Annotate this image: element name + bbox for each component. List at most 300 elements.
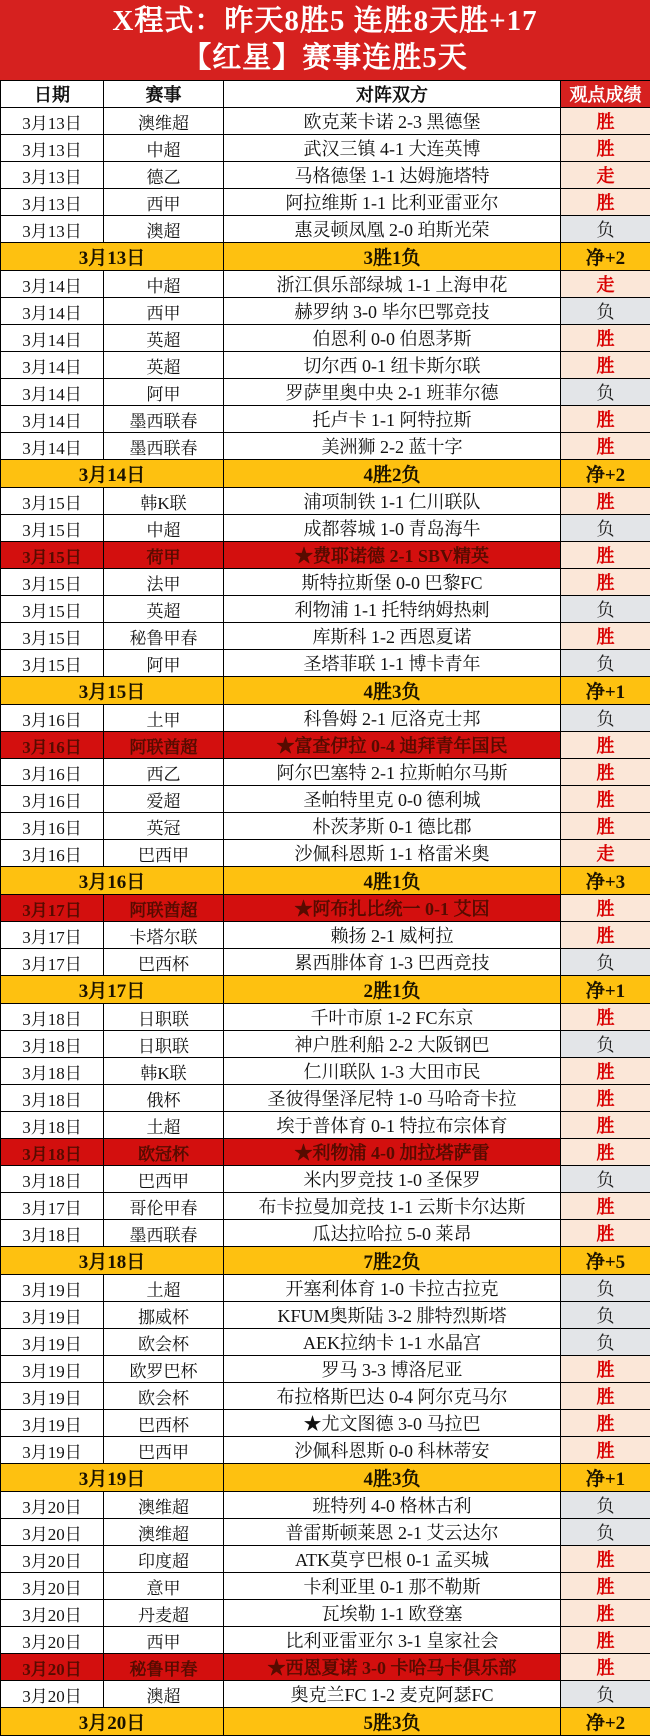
match-cell: 斯特拉斯堡 0-0 巴黎FC [224, 569, 561, 596]
league-cell: 英超 [104, 325, 224, 352]
table-row [1, 1519, 650, 1546]
match-cell: ★阿布扎比统一 0-1 艾因 [224, 895, 561, 922]
date-cell: 3月19日 [1, 1275, 104, 1302]
match-cell: 切尔西 0-1 纽卡斯尔联 [224, 352, 561, 379]
match-cell: 瓜达拉哈拉 5-0 莱昂 [224, 1220, 561, 1247]
league-cell: 德乙 [104, 162, 224, 189]
match-cell: 美洲狮 2-2 蓝十字 [224, 433, 561, 460]
result-cell: 胜 [561, 325, 650, 352]
result-cell: 负 [561, 1519, 650, 1546]
table-row [1, 216, 650, 243]
match-cell: 瓦埃勒 1-1 欧登塞 [224, 1600, 561, 1627]
result-cell: 负 [561, 379, 650, 406]
date-cell: 3月19日 [1, 1410, 104, 1437]
table-row [1, 1193, 650, 1220]
league-cell: 巴西杯 [104, 1410, 224, 1437]
summary-record-cell: 4胜3负 [224, 677, 561, 705]
date-cell: 3月13日 [1, 216, 104, 243]
table-row [1, 1573, 650, 1600]
date-cell: 3月18日 [1, 1112, 104, 1139]
date-cell: 3月13日 [1, 135, 104, 162]
date-cell: 3月15日 [1, 623, 104, 650]
table-row [1, 515, 650, 542]
summary-net-cell: 净+2 [561, 243, 650, 271]
result-cell: 负 [561, 1492, 650, 1519]
result-cell: 胜 [561, 813, 650, 840]
match-cell: ★利物浦 4-0 加拉塔萨雷 [224, 1139, 561, 1166]
date-cell: 3月13日 [1, 162, 104, 189]
result-cell: 胜 [561, 922, 650, 949]
table-row [1, 1492, 650, 1519]
daily-summary-row [1, 460, 650, 488]
result-cell: 胜 [561, 1654, 650, 1681]
result-cell: 负 [561, 1166, 650, 1193]
result-cell: 胜 [561, 1437, 650, 1464]
table-row [1, 623, 650, 650]
date-cell: 3月14日 [1, 325, 104, 352]
table-row [1, 379, 650, 406]
table-row-star-pick [1, 1139, 650, 1166]
league-cell: 西乙 [104, 759, 224, 786]
result-cell: 负 [561, 1031, 650, 1058]
result-cell: 胜 [561, 732, 650, 759]
result-cell: 胜 [561, 1004, 650, 1031]
summary-date-cell: 3月19日 [1, 1464, 224, 1492]
table-row [1, 949, 650, 976]
table-row [1, 1410, 650, 1437]
result-cell: 胜 [561, 759, 650, 786]
result-cell: 胜 [561, 488, 650, 515]
league-cell: 中超 [104, 271, 224, 298]
summary-net-cell: 净+3 [561, 867, 650, 895]
table-row [1, 352, 650, 379]
league-cell: 日职联 [104, 1031, 224, 1058]
league-cell: 英超 [104, 596, 224, 623]
date-cell: 3月15日 [1, 650, 104, 677]
date-cell: 3月17日 [1, 1193, 104, 1220]
match-cell: 埃于普体育 0-1 特拉布宗体育 [224, 1112, 561, 1139]
result-cell: 胜 [561, 1627, 650, 1654]
summary-net-cell: 净+1 [561, 976, 650, 1004]
match-cell: 利物浦 1-1 托特纳姆热刺 [224, 596, 561, 623]
table-row [1, 922, 650, 949]
match-cell: 马格德堡 1-1 达姆施塔特 [224, 162, 561, 189]
result-cell: 胜 [561, 1600, 650, 1627]
league-cell: 澳超 [104, 1681, 224, 1708]
date-cell: 3月14日 [1, 379, 104, 406]
summary-record-cell: 2胜1负 [224, 976, 561, 1004]
match-cell: 沙佩科恩斯 0-0 科林蒂安 [224, 1437, 561, 1464]
table-row [1, 1546, 650, 1573]
table-row [1, 650, 650, 677]
table-row [1, 705, 650, 732]
league-cell: 欧罗巴杯 [104, 1356, 224, 1383]
table-row [1, 1275, 650, 1302]
table-row [1, 135, 650, 162]
date-cell: 3月16日 [1, 759, 104, 786]
summary-net-cell: 净+1 [561, 1464, 650, 1492]
result-cell: 负 [561, 1329, 650, 1356]
date-cell: 3月20日 [1, 1492, 104, 1519]
result-cell: 胜 [561, 1383, 650, 1410]
table-row [1, 1681, 650, 1708]
result-cell: 胜 [561, 569, 650, 596]
table-row [1, 1085, 650, 1112]
league-cell: 法甲 [104, 569, 224, 596]
match-cell: 布卡拉曼加竞技 1-1 云斯卡尔达斯 [224, 1193, 561, 1220]
match-cell: 仁川联队 1-3 大田市民 [224, 1058, 561, 1085]
table-row [1, 1004, 650, 1031]
date-cell: 3月13日 [1, 108, 104, 135]
league-cell: 澳维超 [104, 1492, 224, 1519]
date-cell: 3月14日 [1, 271, 104, 298]
result-cell: 胜 [561, 1139, 650, 1166]
league-cell: 欧冠杯 [104, 1139, 224, 1166]
match-cell: 阿拉维斯 1-1 比利亚雷亚尔 [224, 189, 561, 216]
daily-summary-row [1, 867, 650, 895]
result-cell: 胜 [561, 895, 650, 922]
match-cell: 布拉格斯巴达 0-4 阿尔克马尔 [224, 1383, 561, 1410]
table-row-star-pick [1, 542, 650, 569]
summary-record-cell: 4胜1负 [224, 867, 561, 895]
league-cell: 墨西联春 [104, 433, 224, 460]
results-table [0, 80, 650, 1736]
date-cell: 3月15日 [1, 488, 104, 515]
table-row [1, 162, 650, 189]
result-cell: 走 [561, 271, 650, 298]
table-row [1, 189, 650, 216]
column-header-match: 对阵双方 [224, 81, 561, 108]
date-cell: 3月20日 [1, 1600, 104, 1627]
league-cell: 巴西甲 [104, 1166, 224, 1193]
result-cell: 胜 [561, 1085, 650, 1112]
league-cell: 澳维超 [104, 1519, 224, 1546]
result-cell: 胜 [561, 1112, 650, 1139]
league-cell: 中超 [104, 515, 224, 542]
date-cell: 3月20日 [1, 1519, 104, 1546]
league-cell: 巴西杯 [104, 949, 224, 976]
match-cell: 普雷斯顿莱恩 2-1 艾云达尔 [224, 1519, 561, 1546]
summary-date-cell: 3月14日 [1, 460, 224, 488]
match-cell: 成都蓉城 1-0 青岛海牛 [224, 515, 561, 542]
result-cell: 胜 [561, 1573, 650, 1600]
header-title-line1: X程式：昨天8胜5 连胜8天胜+17 [112, 3, 537, 40]
table-row [1, 1356, 650, 1383]
match-cell: 惠灵顿凤凰 2-0 珀斯光荣 [224, 216, 561, 243]
table-row [1, 1112, 650, 1139]
league-cell: 欧会杯 [104, 1329, 224, 1356]
league-cell: 挪威杯 [104, 1302, 224, 1329]
date-cell: 3月18日 [1, 1220, 104, 1247]
date-cell: 3月18日 [1, 1139, 104, 1166]
league-cell: 阿联酋超 [104, 895, 224, 922]
date-cell: 3月14日 [1, 352, 104, 379]
match-cell: ★费耶诺德 2-1 SBV精英 [224, 542, 561, 569]
result-cell: 负 [561, 705, 650, 732]
match-cell: 卡利亚里 0-1 那不勒斯 [224, 1573, 561, 1600]
table-header-row [1, 81, 650, 108]
result-cell: 走 [561, 840, 650, 867]
table-row [1, 433, 650, 460]
match-cell: 阿尔巴塞特 2-1 拉斯帕尔马斯 [224, 759, 561, 786]
match-cell: 朴茨茅斯 0-1 德比郡 [224, 813, 561, 840]
date-cell: 3月14日 [1, 406, 104, 433]
daily-summary-row [1, 1708, 650, 1736]
result-cell: 负 [561, 1681, 650, 1708]
summary-record-cell: 5胜3负 [224, 1708, 561, 1736]
table-row-star-pick [1, 732, 650, 759]
result-cell: 胜 [561, 1410, 650, 1437]
summary-record-cell: 7胜2负 [224, 1247, 561, 1275]
date-cell: 3月19日 [1, 1356, 104, 1383]
date-cell: 3月18日 [1, 1085, 104, 1112]
result-cell: 负 [561, 650, 650, 677]
league-cell: 西甲 [104, 1627, 224, 1654]
match-cell: 圣帕特里克 0-0 德利城 [224, 786, 561, 813]
match-cell: 赫罗纳 3-0 毕尔巴鄂竞技 [224, 298, 561, 325]
date-cell: 3月20日 [1, 1654, 104, 1681]
match-cell: 比利亚雷亚尔 3-1 皇家社会 [224, 1627, 561, 1654]
summary-net-cell: 净+2 [561, 1708, 650, 1736]
summary-date-cell: 3月17日 [1, 976, 224, 1004]
league-cell: 土超 [104, 1112, 224, 1139]
league-cell: 意甲 [104, 1573, 224, 1600]
result-cell: 负 [561, 515, 650, 542]
table-row [1, 108, 650, 135]
daily-summary-row [1, 1247, 650, 1275]
header-title-line2: 【红星】赛事连胜5天 [182, 40, 468, 77]
table-row [1, 840, 650, 867]
match-cell: 累西腓体育 1-3 巴西竞技 [224, 949, 561, 976]
results-table-body [1, 108, 650, 1736]
date-cell: 3月20日 [1, 1573, 104, 1600]
date-cell: 3月20日 [1, 1681, 104, 1708]
date-cell: 3月19日 [1, 1383, 104, 1410]
table-row [1, 298, 650, 325]
match-cell: ★西恩夏诺 3-0 卡哈马卡俱乐部 [224, 1654, 561, 1681]
table-row-star-pick [1, 1654, 650, 1681]
date-cell: 3月19日 [1, 1329, 104, 1356]
league-cell: 土甲 [104, 705, 224, 732]
table-row [1, 759, 650, 786]
league-cell: 俄杯 [104, 1085, 224, 1112]
date-cell: 3月13日 [1, 189, 104, 216]
league-cell: 秘鲁甲春 [104, 1654, 224, 1681]
table-row [1, 1437, 650, 1464]
match-cell: 罗马 3-3 博洛尼亚 [224, 1356, 561, 1383]
match-cell: 浦项制铁 1-1 仁川联队 [224, 488, 561, 515]
match-cell: ATK莫亨巴根 0-1 孟买城 [224, 1546, 561, 1573]
date-cell: 3月18日 [1, 1058, 104, 1085]
match-cell: 欧克莱卡诺 2-3 黑德堡 [224, 108, 561, 135]
result-cell: 负 [561, 596, 650, 623]
league-cell: 阿联酋超 [104, 732, 224, 759]
date-cell: 3月16日 [1, 840, 104, 867]
summary-net-cell: 净+1 [561, 677, 650, 705]
table-row [1, 1600, 650, 1627]
league-cell: 荷甲 [104, 542, 224, 569]
result-cell: 走 [561, 162, 650, 189]
result-cell: 胜 [561, 1356, 650, 1383]
match-cell: 浙江俱乐部绿城 1-1 上海申花 [224, 271, 561, 298]
date-cell: 3月19日 [1, 1437, 104, 1464]
table-row-star-pick [1, 895, 650, 922]
table-row [1, 1627, 650, 1654]
result-cell: 胜 [561, 135, 650, 162]
match-cell: 科鲁姆 2-1 厄洛克士邦 [224, 705, 561, 732]
table-row [1, 1383, 650, 1410]
date-cell: 3月15日 [1, 596, 104, 623]
league-cell: 卡塔尔联 [104, 922, 224, 949]
table-row [1, 1329, 650, 1356]
match-cell: 武汉三镇 4-1 大连英博 [224, 135, 561, 162]
date-cell: 3月15日 [1, 515, 104, 542]
league-cell: 墨西联春 [104, 1220, 224, 1247]
result-cell: 胜 [561, 542, 650, 569]
match-cell: 罗萨里奥中央 2-1 班菲尔德 [224, 379, 561, 406]
league-cell: 澳维超 [104, 108, 224, 135]
daily-summary-row [1, 1464, 650, 1492]
date-cell: 3月18日 [1, 1004, 104, 1031]
league-cell: 澳超 [104, 216, 224, 243]
date-cell: 3月17日 [1, 949, 104, 976]
table-row [1, 569, 650, 596]
league-cell: 阿甲 [104, 650, 224, 677]
table-row [1, 488, 650, 515]
match-cell: KFUM奥斯陆 3-2 腓特烈斯塔 [224, 1302, 561, 1329]
date-cell: 3月17日 [1, 895, 104, 922]
summary-date-cell: 3月16日 [1, 867, 224, 895]
date-cell: 3月16日 [1, 813, 104, 840]
match-cell: 伯恩利 0-0 伯恩茅斯 [224, 325, 561, 352]
league-cell: 日职联 [104, 1004, 224, 1031]
league-cell: 西甲 [104, 189, 224, 216]
date-cell: 3月14日 [1, 298, 104, 325]
table-row [1, 271, 650, 298]
league-cell: 巴西甲 [104, 1437, 224, 1464]
match-cell: 托卢卡 1-1 阿特拉斯 [224, 406, 561, 433]
match-cell: 圣塔菲联 1-1 博卡青年 [224, 650, 561, 677]
match-cell: 米内罗竞技 1-0 圣保罗 [224, 1166, 561, 1193]
summary-date-cell: 3月20日 [1, 1708, 224, 1736]
result-cell: 胜 [561, 786, 650, 813]
league-cell: 秘鲁甲春 [104, 623, 224, 650]
date-cell: 3月20日 [1, 1546, 104, 1573]
date-cell: 3月17日 [1, 922, 104, 949]
date-cell: 3月16日 [1, 786, 104, 813]
table-row [1, 1031, 650, 1058]
match-cell: ★尤文图德 3-0 马拉巴 [224, 1410, 561, 1437]
match-cell: 圣彼得堡泽尼特 1-0 马哈奇卡拉 [224, 1085, 561, 1112]
summary-record-cell: 4胜3负 [224, 1464, 561, 1492]
daily-summary-row [1, 243, 650, 271]
league-cell: 欧会杯 [104, 1383, 224, 1410]
table-row [1, 325, 650, 352]
table-row [1, 1166, 650, 1193]
match-cell: 千叶市原 1-2 FC东京 [224, 1004, 561, 1031]
league-cell: 爱超 [104, 786, 224, 813]
table-row [1, 596, 650, 623]
result-cell: 胜 [561, 433, 650, 460]
result-cell: 胜 [561, 1220, 650, 1247]
result-cell: 胜 [561, 189, 650, 216]
result-cell: 胜 [561, 623, 650, 650]
date-cell: 3月16日 [1, 732, 104, 759]
league-cell: 哥伦甲春 [104, 1193, 224, 1220]
result-cell: 负 [561, 298, 650, 325]
result-cell: 负 [561, 1275, 650, 1302]
result-cell: 负 [561, 1302, 650, 1329]
match-cell: 神户胜利船 2-2 大阪钢巴 [224, 1031, 561, 1058]
league-cell: 阿甲 [104, 379, 224, 406]
date-cell: 3月15日 [1, 542, 104, 569]
result-cell: 胜 [561, 1546, 650, 1573]
result-cell: 负 [561, 949, 650, 976]
match-cell: ★富查伊拉 0-4 迪拜青年国民 [224, 732, 561, 759]
daily-summary-row [1, 976, 650, 1004]
league-cell: 韩K联 [104, 488, 224, 515]
date-cell: 3月15日 [1, 569, 104, 596]
date-cell: 3月14日 [1, 433, 104, 460]
table-row [1, 406, 650, 433]
summary-date-cell: 3月13日 [1, 243, 224, 271]
table-row [1, 813, 650, 840]
summary-date-cell: 3月18日 [1, 1247, 224, 1275]
match-cell: 开塞利体育 1-0 卡拉古拉克 [224, 1275, 561, 1302]
match-cell: 班特列 4-0 格林古利 [224, 1492, 561, 1519]
league-cell: 中超 [104, 135, 224, 162]
league-cell: 巴西甲 [104, 840, 224, 867]
match-cell: 沙佩科恩斯 1-1 格雷米奥 [224, 840, 561, 867]
league-cell: 英冠 [104, 813, 224, 840]
league-cell: 印度超 [104, 1546, 224, 1573]
daily-summary-row [1, 677, 650, 705]
column-header-date: 日期 [1, 81, 104, 108]
result-cell: 胜 [561, 406, 650, 433]
league-cell: 西甲 [104, 298, 224, 325]
table-row [1, 786, 650, 813]
match-cell: 库斯科 1-2 西恩夏诺 [224, 623, 561, 650]
result-cell: 胜 [561, 108, 650, 135]
result-cell: 胜 [561, 1058, 650, 1085]
date-cell: 3月20日 [1, 1627, 104, 1654]
date-cell: 3月18日 [1, 1031, 104, 1058]
match-cell: AEK拉纳卡 1-1 水晶宫 [224, 1329, 561, 1356]
date-cell: 3月19日 [1, 1302, 104, 1329]
date-cell: 3月18日 [1, 1166, 104, 1193]
summary-record-cell: 3胜1负 [224, 243, 561, 271]
table-row [1, 1220, 650, 1247]
column-header-result: 观点成绩 [561, 81, 650, 108]
league-cell: 墨西联春 [104, 406, 224, 433]
summary-net-cell: 净+2 [561, 460, 650, 488]
summary-record-cell: 4胜2负 [224, 460, 561, 488]
date-cell: 3月16日 [1, 705, 104, 732]
match-cell: 奥克兰FC 1-2 麦克阿瑟FC [224, 1681, 561, 1708]
league-cell: 韩K联 [104, 1058, 224, 1085]
result-cell: 胜 [561, 352, 650, 379]
match-cell: 赖扬 2-1 威柯拉 [224, 922, 561, 949]
header-banner [0, 0, 650, 80]
table-row [1, 1302, 650, 1329]
summary-date-cell: 3月15日 [1, 677, 224, 705]
table-row [1, 1058, 650, 1085]
league-cell: 英超 [104, 352, 224, 379]
column-header-league: 赛事 [104, 81, 224, 108]
league-cell: 丹麦超 [104, 1600, 224, 1627]
result-cell: 负 [561, 216, 650, 243]
league-cell: 土超 [104, 1275, 224, 1302]
